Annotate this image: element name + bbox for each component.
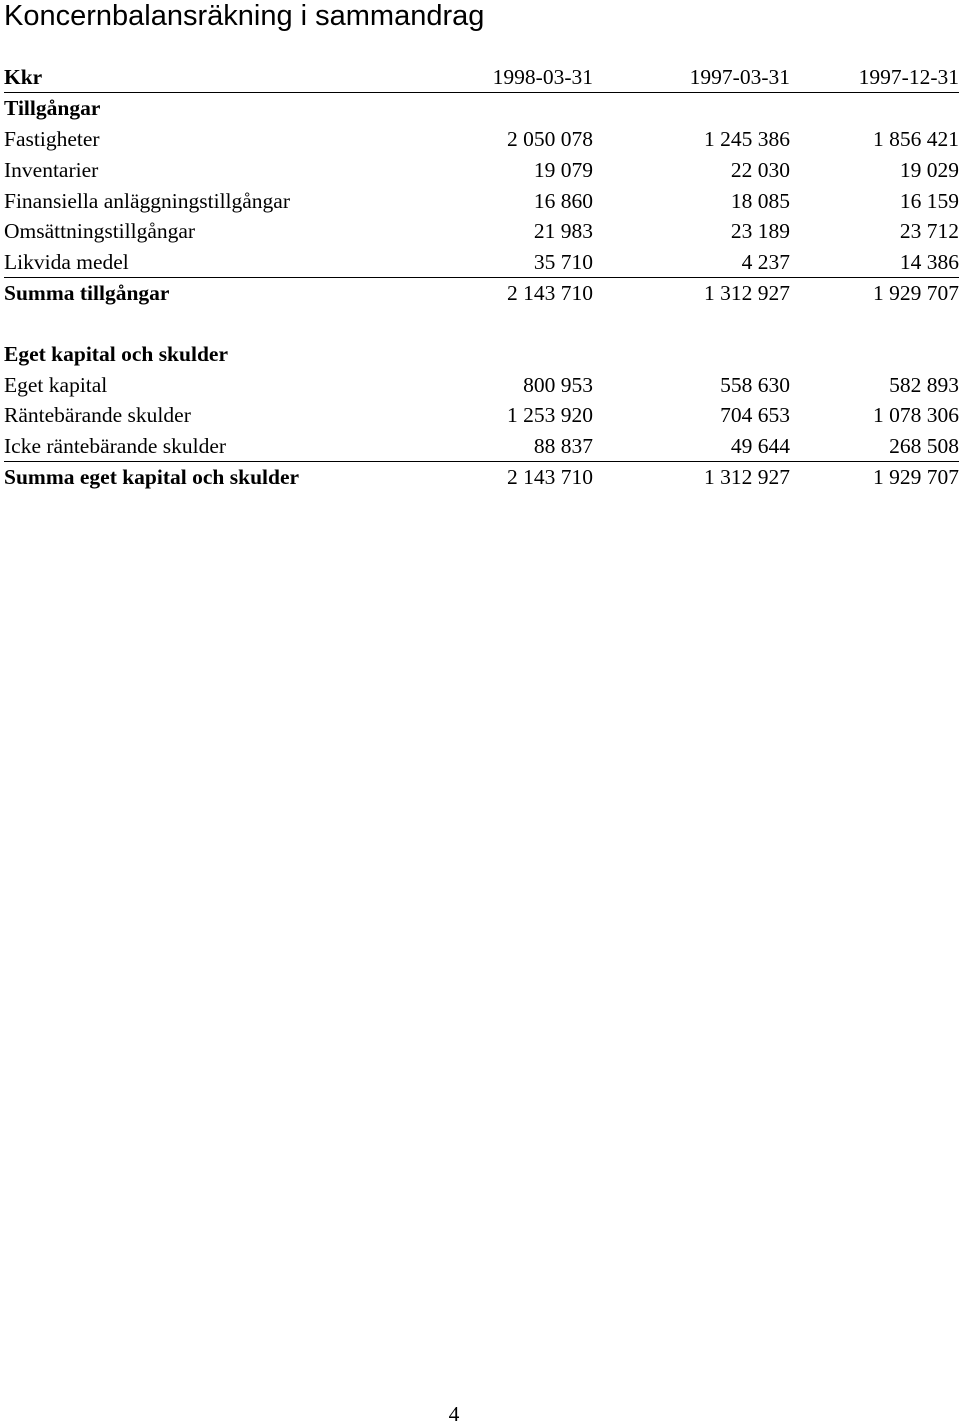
- column-header-1998-03-31: 1998-03-31: [492, 65, 593, 89]
- cell-value: 1 245 386: [704, 127, 790, 151]
- table-row: [4, 155, 959, 186]
- row-label: Icke räntebärande skulder: [4, 434, 227, 458]
- row-label: Summa tillgångar: [4, 281, 170, 305]
- row-label: Omsättningstillgångar: [4, 219, 196, 243]
- section-title: Tillgångar: [4, 96, 101, 120]
- cell-value: 704 653: [720, 403, 790, 427]
- cell-value: 1 856 421: [873, 127, 959, 151]
- row-label: Likvida medel: [4, 250, 129, 274]
- cell-value: 2 143 710: [507, 281, 593, 305]
- cell-value: 1 312 927: [704, 281, 790, 305]
- cell-value: 88 837: [533, 434, 593, 458]
- table-row: [4, 370, 959, 401]
- cell-value: 19 029: [899, 158, 959, 182]
- cell-value: 23 189: [730, 219, 790, 243]
- total-row-liabilities: [4, 462, 959, 493]
- row-label: Inventarier: [4, 158, 99, 182]
- cell-value: 35 710: [533, 250, 593, 274]
- cell-value: 1 253 920: [507, 403, 593, 427]
- cell-value: 22 030: [730, 158, 790, 182]
- cell-value: 23 712: [899, 219, 959, 243]
- cell-value: 16 159: [899, 189, 959, 213]
- table-header-row: [4, 62, 959, 93]
- row-label: Summa eget kapital och skulder: [4, 465, 300, 489]
- cell-value: 1 078 306: [873, 403, 959, 427]
- table-row: [4, 400, 959, 431]
- row-label: Finansiella anläggningstillgångar: [4, 189, 291, 213]
- cell-value: 16 860: [533, 189, 593, 213]
- cell-value: 21 983: [533, 219, 593, 243]
- section-title: Eget kapital och skulder: [4, 342, 228, 366]
- total-row-assets: [4, 278, 959, 309]
- cell-value: 1 929 707: [873, 281, 959, 305]
- row-label: Eget kapital: [4, 373, 108, 397]
- page-number: 4: [448, 1402, 460, 1426]
- cell-value: 1 929 707: [873, 465, 959, 489]
- cell-value: 2 143 710: [507, 465, 593, 489]
- cell-value: 2 050 078: [507, 127, 593, 151]
- section-heading-assets: [4, 93, 959, 124]
- row-label: Räntebärande skulder: [4, 403, 191, 427]
- cell-value: 1 312 927: [704, 465, 790, 489]
- section-heading-liabilities: [4, 339, 959, 370]
- cell-value: 800 953: [523, 373, 593, 397]
- column-header-1997-12-31: 1997-12-31: [858, 65, 959, 89]
- cell-value: 558 630: [720, 373, 790, 397]
- cell-value: 4 237: [741, 250, 790, 274]
- cell-value: 18 085: [730, 189, 790, 213]
- table-row: [4, 124, 959, 155]
- cell-value: 14 386: [899, 250, 959, 274]
- unit-label: Kkr: [4, 65, 43, 89]
- page-title: Koncernbalansräkning i sammandrag: [4, 0, 485, 32]
- cell-value: 19 079: [533, 158, 593, 182]
- table-row: [4, 431, 959, 462]
- table-row: [4, 216, 959, 247]
- column-header-1997-03-31: 1997-03-31: [689, 65, 790, 89]
- cell-value: 582 893: [889, 373, 959, 397]
- row-label: Fastigheter: [4, 127, 100, 151]
- table-row: [4, 186, 959, 217]
- cell-value: 49 644: [730, 434, 790, 458]
- cell-value: 268 508: [889, 434, 959, 458]
- table-row: [4, 247, 959, 278]
